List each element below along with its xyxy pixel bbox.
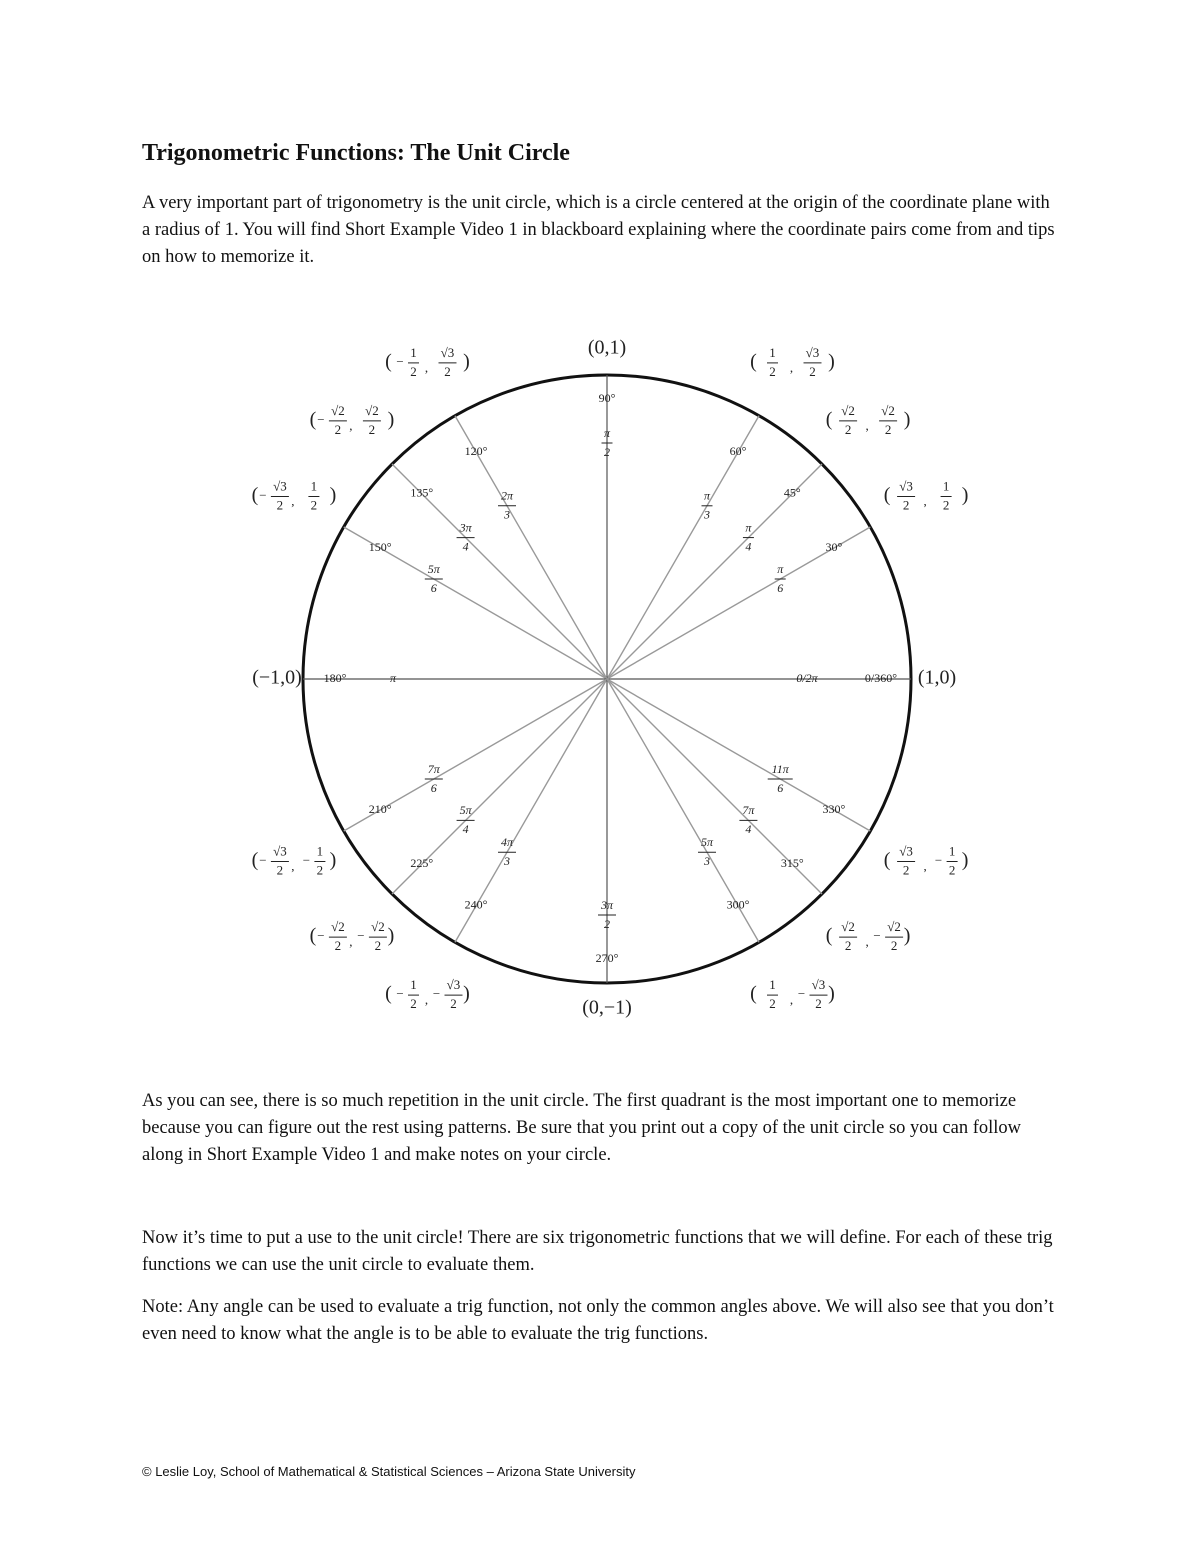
- y-coordinate: [873, 919, 903, 953]
- denominator: 4: [462, 539, 469, 554]
- numerator: √3: [899, 478, 913, 494]
- numerator: 11π: [771, 761, 789, 776]
- denominator: 2: [316, 862, 324, 878]
- comma: ,: [291, 858, 295, 874]
- denominator: 2: [809, 363, 816, 379]
- x-coordinate: [897, 843, 915, 877]
- denominator: 4: [462, 822, 469, 837]
- minus-sign: −: [934, 852, 943, 868]
- denominator: 3: [504, 507, 510, 522]
- close-paren: ): [387, 408, 395, 431]
- numerator: √3: [899, 843, 913, 859]
- denominator: 2: [769, 996, 776, 1012]
- denominator: 4: [745, 822, 752, 837]
- numerator: 1: [769, 977, 776, 993]
- coordinate-text: (0,−1): [582, 996, 632, 1019]
- denominator: 6: [777, 580, 784, 595]
- numerator: 1: [316, 843, 324, 859]
- degree-label-300: 300°: [726, 897, 750, 912]
- close-paren: ): [828, 350, 835, 373]
- degree-label-330: 330°: [822, 801, 846, 816]
- y-coordinate: [308, 478, 319, 512]
- comma: ,: [923, 493, 927, 509]
- numerator: 4π: [500, 834, 514, 849]
- minus-sign: −: [259, 487, 267, 503]
- x-coordinate: [317, 919, 347, 953]
- y-coordinate: [879, 403, 897, 437]
- numerator: √2: [887, 919, 901, 935]
- numerator: 1: [942, 478, 950, 494]
- numerator: √3: [273, 478, 287, 494]
- note-paragraph: Note: Any angle can be used to evaluate a trig function, not only the common angles above. We will also see that you don’t even need to know what the angle is to be able to evaluate the trig functions.: [142, 1297, 1054, 1344]
- close-paren: ): [961, 849, 969, 872]
- numerator: √3: [440, 344, 455, 360]
- degree-label-315: 315°: [780, 856, 804, 871]
- denominator: 2: [844, 421, 852, 437]
- minus-sign: −: [432, 986, 441, 1002]
- minus-sign: −: [317, 928, 325, 944]
- degree-label-135: 135°: [410, 485, 434, 500]
- comma: ,: [789, 992, 794, 1008]
- close-paren: ): [828, 982, 835, 1005]
- open-paren: (: [309, 924, 317, 947]
- minus-sign: −: [797, 986, 806, 1002]
- numerator: 1: [948, 843, 956, 859]
- open-paren: (: [750, 350, 757, 373]
- y-coordinate: [357, 919, 387, 953]
- close-paren: ): [329, 849, 337, 872]
- degree-label-60: 60°: [729, 443, 747, 458]
- denominator: 2: [276, 862, 284, 878]
- denominator: 2: [374, 938, 382, 954]
- close-paren: ): [903, 924, 911, 947]
- denominator: 6: [430, 780, 437, 795]
- coordinate-label-240: [385, 977, 470, 1011]
- x-coordinate: [396, 977, 419, 1011]
- numerator: 3π: [600, 897, 614, 912]
- open-paren: (: [385, 982, 392, 1005]
- open-paren: (: [825, 924, 833, 947]
- numerator: 3π: [459, 520, 472, 535]
- minus-sign: −: [396, 353, 404, 369]
- y-coordinate: [798, 977, 828, 1011]
- coordinate-label-180: [252, 667, 302, 689]
- minus-sign: −: [357, 928, 365, 944]
- coordinate-label-150: [252, 478, 337, 512]
- denominator: 3: [704, 507, 710, 522]
- numerator: 1: [310, 478, 318, 494]
- minus-sign: −: [396, 986, 404, 1002]
- coordinate-label-0: [918, 667, 956, 689]
- coordinate-label-120: [385, 345, 470, 379]
- minus-sign: −: [317, 411, 325, 427]
- radian-label-180: π: [389, 670, 397, 685]
- open-paren: (: [883, 849, 891, 872]
- coordinate-label-90: [588, 337, 626, 359]
- denominator: 2: [368, 421, 376, 437]
- y-coordinate: [363, 403, 381, 437]
- coordinate-label-60: [750, 345, 835, 379]
- close-paren: ): [903, 408, 911, 431]
- x-coordinate: [259, 478, 289, 512]
- repetition-paragraph: As you can see, there is so much repetition in the unit circle. The first quadrant is the most important one to memorize because you can figure out the rest using patterns. Be sure that you print out a copy of the unit circle so you can follow along in Short Example Video 1 and make notes on your circle.: [142, 1091, 1022, 1165]
- comma: ,: [424, 992, 429, 1008]
- denominator: 2: [769, 363, 776, 379]
- degree-label-240: 240°: [464, 897, 488, 912]
- degree-label-120: 120°: [464, 443, 488, 458]
- comma: ,: [865, 934, 869, 950]
- comma: ,: [789, 359, 794, 375]
- comma: ,: [424, 359, 429, 375]
- y-coordinate: [804, 345, 822, 379]
- numerator: 7π: [742, 803, 755, 818]
- degree-label-90: 90°: [598, 390, 616, 405]
- denominator: 2: [410, 363, 417, 379]
- close-paren: ): [387, 924, 395, 947]
- numerator: 1: [410, 977, 417, 993]
- numerator: 5π: [427, 561, 440, 576]
- coordinate-label-30: [884, 478, 969, 512]
- comma: ,: [923, 858, 927, 874]
- x-coordinate: [839, 919, 857, 953]
- degree-label-210: 210°: [368, 801, 392, 816]
- x-coordinate: [767, 345, 778, 379]
- denominator: 2: [410, 996, 417, 1012]
- x-coordinate: [317, 403, 347, 437]
- numerator: π: [777, 561, 784, 576]
- denominator: 2: [604, 916, 610, 931]
- radian-label-0: 0/2π: [796, 670, 818, 685]
- denominator: 2: [334, 938, 342, 954]
- open-paren: (: [251, 849, 259, 872]
- numerator: 5π: [459, 803, 472, 818]
- denominator: 3: [504, 853, 510, 868]
- x-coordinate: [396, 345, 419, 379]
- open-paren: (: [309, 408, 317, 431]
- numerator: √2: [841, 919, 855, 935]
- trig-functions-paragraph: Now it’s time to put a use to the unit circle! There are six trigonometric functions that we will define. For each of these trig functions we can use the unit circle to evaluate them.: [142, 1228, 1053, 1275]
- denominator: 2: [604, 444, 610, 459]
- close-paren: ): [961, 484, 969, 507]
- numerator: √2: [881, 402, 895, 418]
- numerator: 7π: [427, 761, 440, 776]
- comma: ,: [349, 934, 353, 950]
- numerator: π: [745, 520, 752, 535]
- numerator: 1: [769, 344, 776, 360]
- coordinate-label-330: [884, 843, 969, 877]
- open-paren: (: [825, 408, 833, 431]
- minus-sign: −: [259, 852, 267, 868]
- minus-sign: −: [873, 928, 881, 944]
- open-paren: (: [385, 350, 392, 373]
- numerator: 1: [410, 344, 417, 360]
- coordinate-label-270: [582, 997, 632, 1019]
- denominator: 2: [450, 996, 457, 1012]
- denominator: 2: [310, 497, 318, 513]
- numerator: √2: [371, 919, 385, 935]
- numerator: √2: [331, 919, 345, 935]
- denominator: 4: [745, 539, 752, 554]
- close-paren: ): [329, 484, 337, 507]
- x-coordinate: [897, 478, 915, 512]
- numerator: π: [703, 488, 711, 503]
- degree-label-180: 180°: [323, 670, 347, 685]
- denominator: 2: [276, 497, 284, 513]
- numerator: 5π: [700, 834, 714, 849]
- numerator: √3: [273, 843, 287, 859]
- coordinate-text: (1,0): [917, 666, 957, 689]
- numerator: √3: [805, 344, 820, 360]
- degree-label-270: 270°: [595, 950, 619, 965]
- denominator: 2: [334, 421, 342, 437]
- denominator: 2: [844, 938, 852, 954]
- denominator: 2: [902, 497, 910, 513]
- numerator: 2π: [500, 488, 514, 503]
- degree-label-150: 150°: [368, 539, 392, 554]
- degree-label-45: 45°: [783, 485, 801, 500]
- denominator: 6: [430, 580, 437, 595]
- denominator: 3: [704, 853, 710, 868]
- coordinate-text: (−1,0): [252, 666, 302, 689]
- minus-sign: −: [302, 852, 311, 868]
- y-coordinate: [941, 478, 952, 512]
- denominator: 2: [884, 421, 892, 437]
- comma: ,: [349, 417, 353, 433]
- coordinate-label-315: [826, 919, 911, 953]
- denominator: 2: [942, 497, 950, 513]
- denominator: 6: [777, 780, 784, 795]
- intro-paragraph: A very important part of trigonometry is the unit circle, which is a circle centered at the origin of the coordinate plane with a radius of 1. You will find Short Example Video 1 in blackboard explaining where the coordinate pairs come from and tips on how to memorize it.: [142, 193, 1055, 267]
- page-title: Trigonometric Functions: The Unit Circle: [142, 140, 570, 166]
- open-paren: (: [750, 982, 757, 1005]
- degree-label-225: 225°: [410, 856, 434, 871]
- x-coordinate: [259, 843, 289, 877]
- open-paren: (: [251, 484, 259, 507]
- numerator: π: [603, 425, 611, 440]
- denominator: 2: [890, 938, 898, 954]
- denominator: 2: [902, 862, 910, 878]
- numerator: √3: [811, 977, 826, 993]
- denominator: 2: [815, 996, 822, 1012]
- open-paren: (: [883, 484, 891, 507]
- denominator: 2: [444, 363, 451, 379]
- numerator: √3: [446, 977, 461, 993]
- coordinate-label-210: [252, 843, 337, 877]
- coordinate-label-135: [310, 403, 395, 437]
- x-coordinate: [839, 403, 857, 437]
- comma: ,: [865, 417, 869, 433]
- comma: ,: [291, 493, 295, 509]
- y-coordinate: [935, 843, 958, 877]
- close-paren: ): [463, 350, 470, 373]
- footer-copyright: © Leslie Loy, School of Mathematical & Statistical Sciences – Arizona State University: [142, 1464, 636, 1479]
- degree-label-0: 0/360°: [864, 670, 898, 685]
- denominator: 2: [948, 862, 956, 878]
- y-coordinate: [433, 977, 463, 1011]
- numerator: √2: [365, 402, 379, 418]
- y-coordinate: [303, 843, 326, 877]
- x-coordinate: [767, 977, 778, 1011]
- coordinate-label-225: [310, 919, 395, 953]
- coordinate-label-45: [826, 403, 911, 437]
- close-paren: ): [463, 982, 470, 1005]
- degree-label-30: 30°: [825, 539, 843, 554]
- numerator: √2: [841, 402, 855, 418]
- coordinate-label-300: [750, 977, 835, 1011]
- numerator: √2: [331, 402, 345, 418]
- coordinate-text: (0,1): [587, 336, 627, 359]
- y-coordinate: [439, 345, 457, 379]
